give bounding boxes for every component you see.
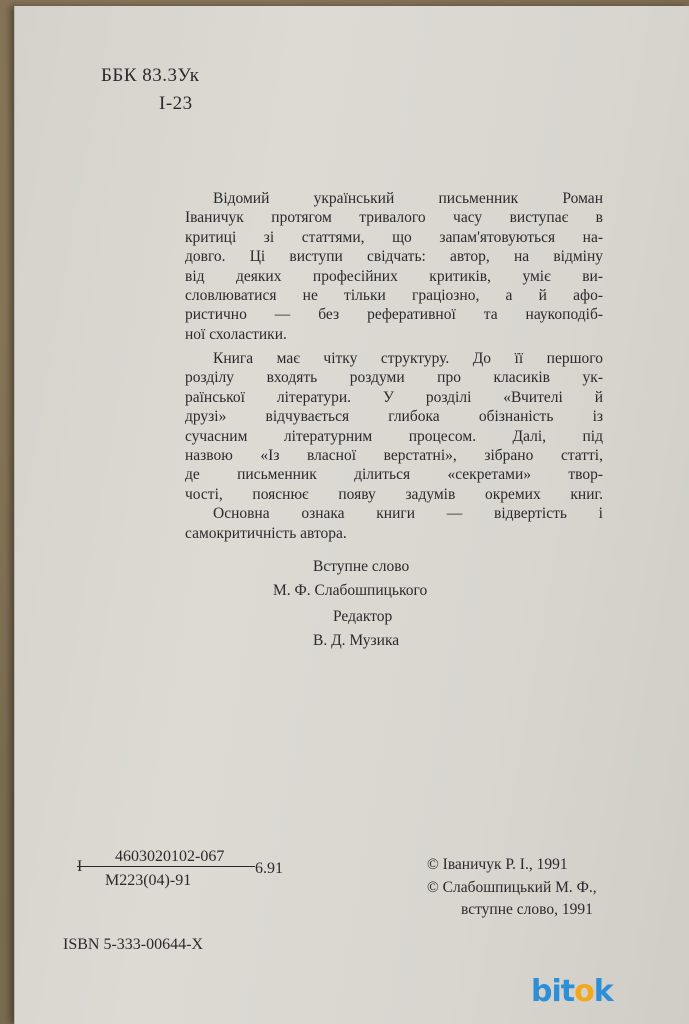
editor-name: В. Д. Музика <box>313 632 400 649</box>
annotation-line: сучасним літературним процесом. Далі, під <box>185 427 603 445</box>
annotation-paragraph-2 <box>185 349 603 543</box>
watermark-text: bitok <box>531 974 613 1009</box>
annotation-line: довго. Ці виступи свідчать: автор, на відміну <box>185 248 603 266</box>
annotation-line: розділу входять роздуми про класиків ук- <box>185 369 603 387</box>
annotation-line: чості, пояснює появу задумів окремих книг. <box>185 485 603 503</box>
annotation-line: раїнської літератури. У розділі «Вчителі й <box>185 388 603 406</box>
annotation-line: ної схоластики. <box>185 325 287 343</box>
fraction-line <box>77 866 255 867</box>
code-prefix: І <box>77 858 83 875</box>
code-numerator: 4603020102-067 <box>115 848 225 865</box>
catalog-index: І-23 <box>159 93 193 114</box>
catalog-fraction-code <box>77 848 327 894</box>
annotation-line: самокритичність автора. <box>185 524 347 542</box>
annotation-line: Відомий український письменник Роман <box>213 190 603 207</box>
annotation-line: Основна ознака книги — відвертість і <box>213 505 603 523</box>
annotation-line: де письменник ділиться «секретами» твор- <box>185 466 603 484</box>
watermark-logo <box>531 968 681 1014</box>
annotation-line: Книга має чітку структуру. До її першого <box>213 350 603 367</box>
annotation-line: словлюватися не тільки граціозно, а й афо- <box>185 287 603 305</box>
annotation-line: Іваничук протягом тривалого часу виступає в <box>185 209 603 227</box>
editor-label: Редактор <box>333 608 393 625</box>
bbk-code: ББК 83.3Ук <box>101 65 200 86</box>
copyright-line: вступне слово, 1991 <box>461 901 593 918</box>
annotation-line: друзі» відчувається глибока обізнаність із <box>185 408 603 426</box>
annotation-line: критиці зі статтями, що запам'ятовуються на- <box>185 228 603 246</box>
code-denominator: М223(04)-91 <box>105 872 192 889</box>
book-page <box>14 6 689 1024</box>
annotation-line: назвою «Із власної верстатні», зібрано статті, <box>185 447 603 465</box>
intro-author: М. Ф. Слабошпицького <box>273 582 428 599</box>
copyright-line: © Іваничук Р. І., 1991 <box>427 856 568 873</box>
isbn: ISBN 5-333-00644-X <box>63 936 203 953</box>
annotation-line: від деяких професійних критиків, уміє ви- <box>185 267 603 285</box>
intro-label: Вступне слово <box>313 558 410 575</box>
code-suffix: 6.91 <box>255 860 283 877</box>
copyright-line: © Слабошпицький М. Ф., <box>427 879 597 896</box>
annotation-line: ристично — без реферативної та наукоподіб- <box>185 306 603 324</box>
annotation-paragraph-1 <box>185 189 603 344</box>
